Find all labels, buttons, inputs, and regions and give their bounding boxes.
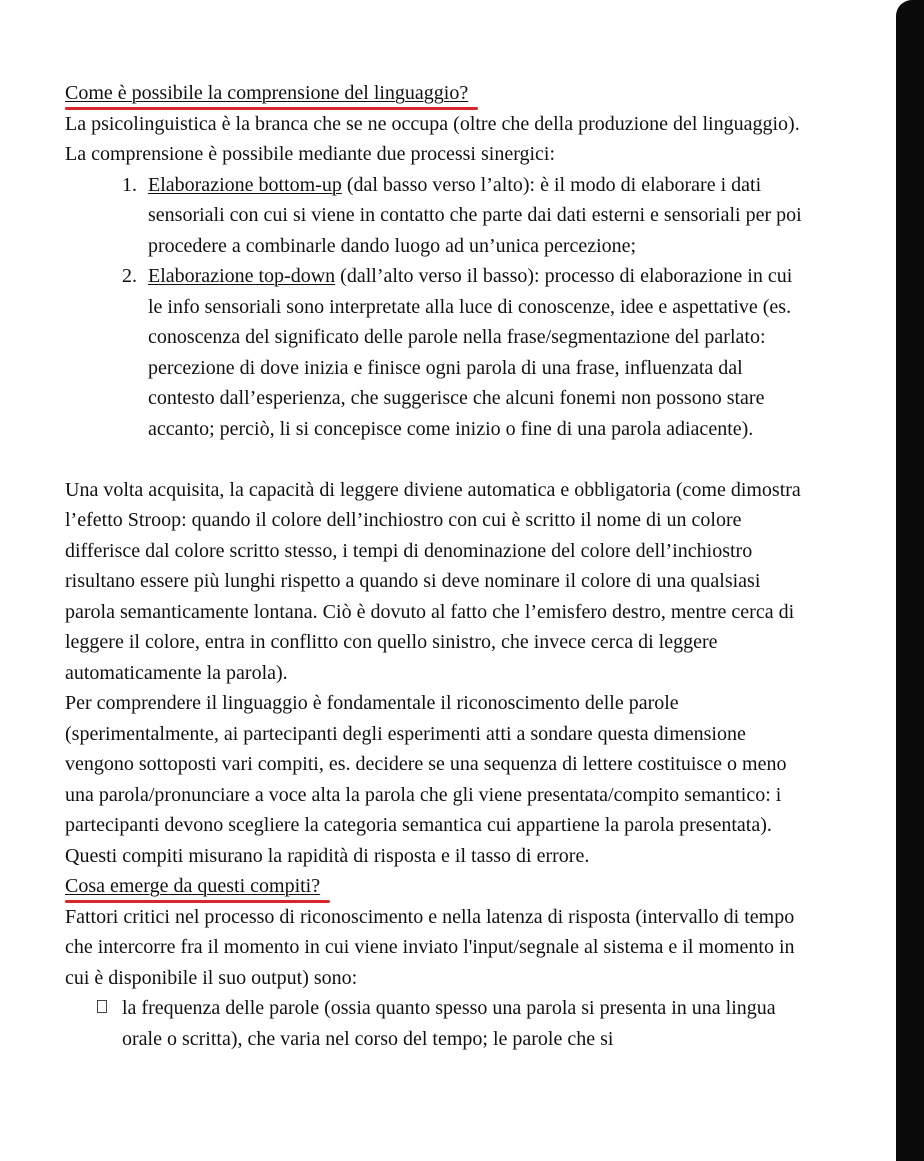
list-number: 1. [122, 173, 137, 196]
list-text: (dal basso verso l’alto): è il modo di elaborare i dati sensoriali con cui si viene in contatto che parte dai dati esterni e sensoriali per poi procedere a combinarle dando luogo ad un’unica percezione; [148, 173, 802, 257]
paragraph-stroop: Una volta acquisita, la capacità di leggere diviene automatica e obbligatoria (come dimostra l’efetto Stroop: quando il colore dell’inchiostro con cui è scritto il nome di un colore differisce dal colore scritto stesso, i tempi di denominazione del colore dell’inchiostro risultano essere più lunghi rispetto a quando si deve nominare il colore di una qualsiasi parola semanticamente lontana. Ciò è dovuto al fatto che l’emisfero destro, mentre cerca di leggere il colore, entra in conflitto con quello sinistro, che invece cerca di leggere automaticamente la parola). [65, 478, 801, 684]
checkbox-bullet-icon [97, 1000, 107, 1013]
paragraph-intro: La psicolinguistica è la branca che se ne occupa (oltre che della produzione del linguaggio). La comprensione è possibile mediante due processi sinergici: [65, 112, 800, 165]
heading-compiti [65, 871, 807, 902]
blank-line [65, 444, 807, 475]
list-item-top-down [65, 261, 807, 444]
heading-text: Come è possibile la comprensione del linguaggio? [65, 78, 468, 109]
list-term: Elaborazione top-down [148, 265, 336, 287]
list-term: Elaborazione bottom-up [148, 173, 342, 196]
paragraph-fattori: Fattori critici nel processo di riconoscimento e nella latenza di risposta (intervallo di tempo che intercorre fra il momento in cui viene inviato l'input/segnale al sistema e il momento in cui è disponibile il suo output) sono: [65, 905, 795, 989]
factors-list [65, 993, 807, 1054]
list-text: la frequenza delle parole (ossia quanto spesso una parola si presenta in una lingua orale o scritta), che varia nel corso del tempo; le parole che si [122, 997, 776, 1050]
list-text: (dall’alto verso il basso): processo di elaborazione in cui le info sensoriali sono interpretate alla luce di conoscenze, idee e aspettative (es. conoscenza del significato delle parole nella frase/segmentazione del parlato: percezione di dove inizia e finisce ogni parola di una frase, influenzata dal contesto dall’esperienza, che suggerisce che alcuni fonemi non possono stare accanto; perciò, li si concepisce come inizio o fine di una parola adiacente). [148, 265, 793, 440]
list-number: 2. [122, 265, 137, 287]
red-underline [65, 107, 478, 110]
right-edge-bar [896, 0, 924, 1161]
processes-list [65, 170, 807, 445]
paragraph-riconoscimento: Per comprendere il linguaggio è fondamentale il riconoscimento delle parole (sperimentalmente, ai partecipanti degli esperimenti atti a sondare questa dimensione vengono sottoposti vari compiti, es. decidere se una sequenza di lettere costituisce o meno una parola/pronunciare a voce alta la parola che gli viene presentata/compito semantico: i partecipanti devono scegliere la categoria semantica cui appartiene la parola presentata). Questi compiti misurano la rapidità di risposta e il tasso di errore. [65, 692, 787, 867]
list-item-frequenza [65, 993, 807, 1054]
red-underline [65, 900, 330, 903]
heading-text: Cosa emerge da questi compiti? [65, 871, 320, 902]
heading-comprensione [65, 78, 807, 109]
list-item-bottom-up [65, 170, 807, 262]
document-page [65, 78, 807, 1054]
